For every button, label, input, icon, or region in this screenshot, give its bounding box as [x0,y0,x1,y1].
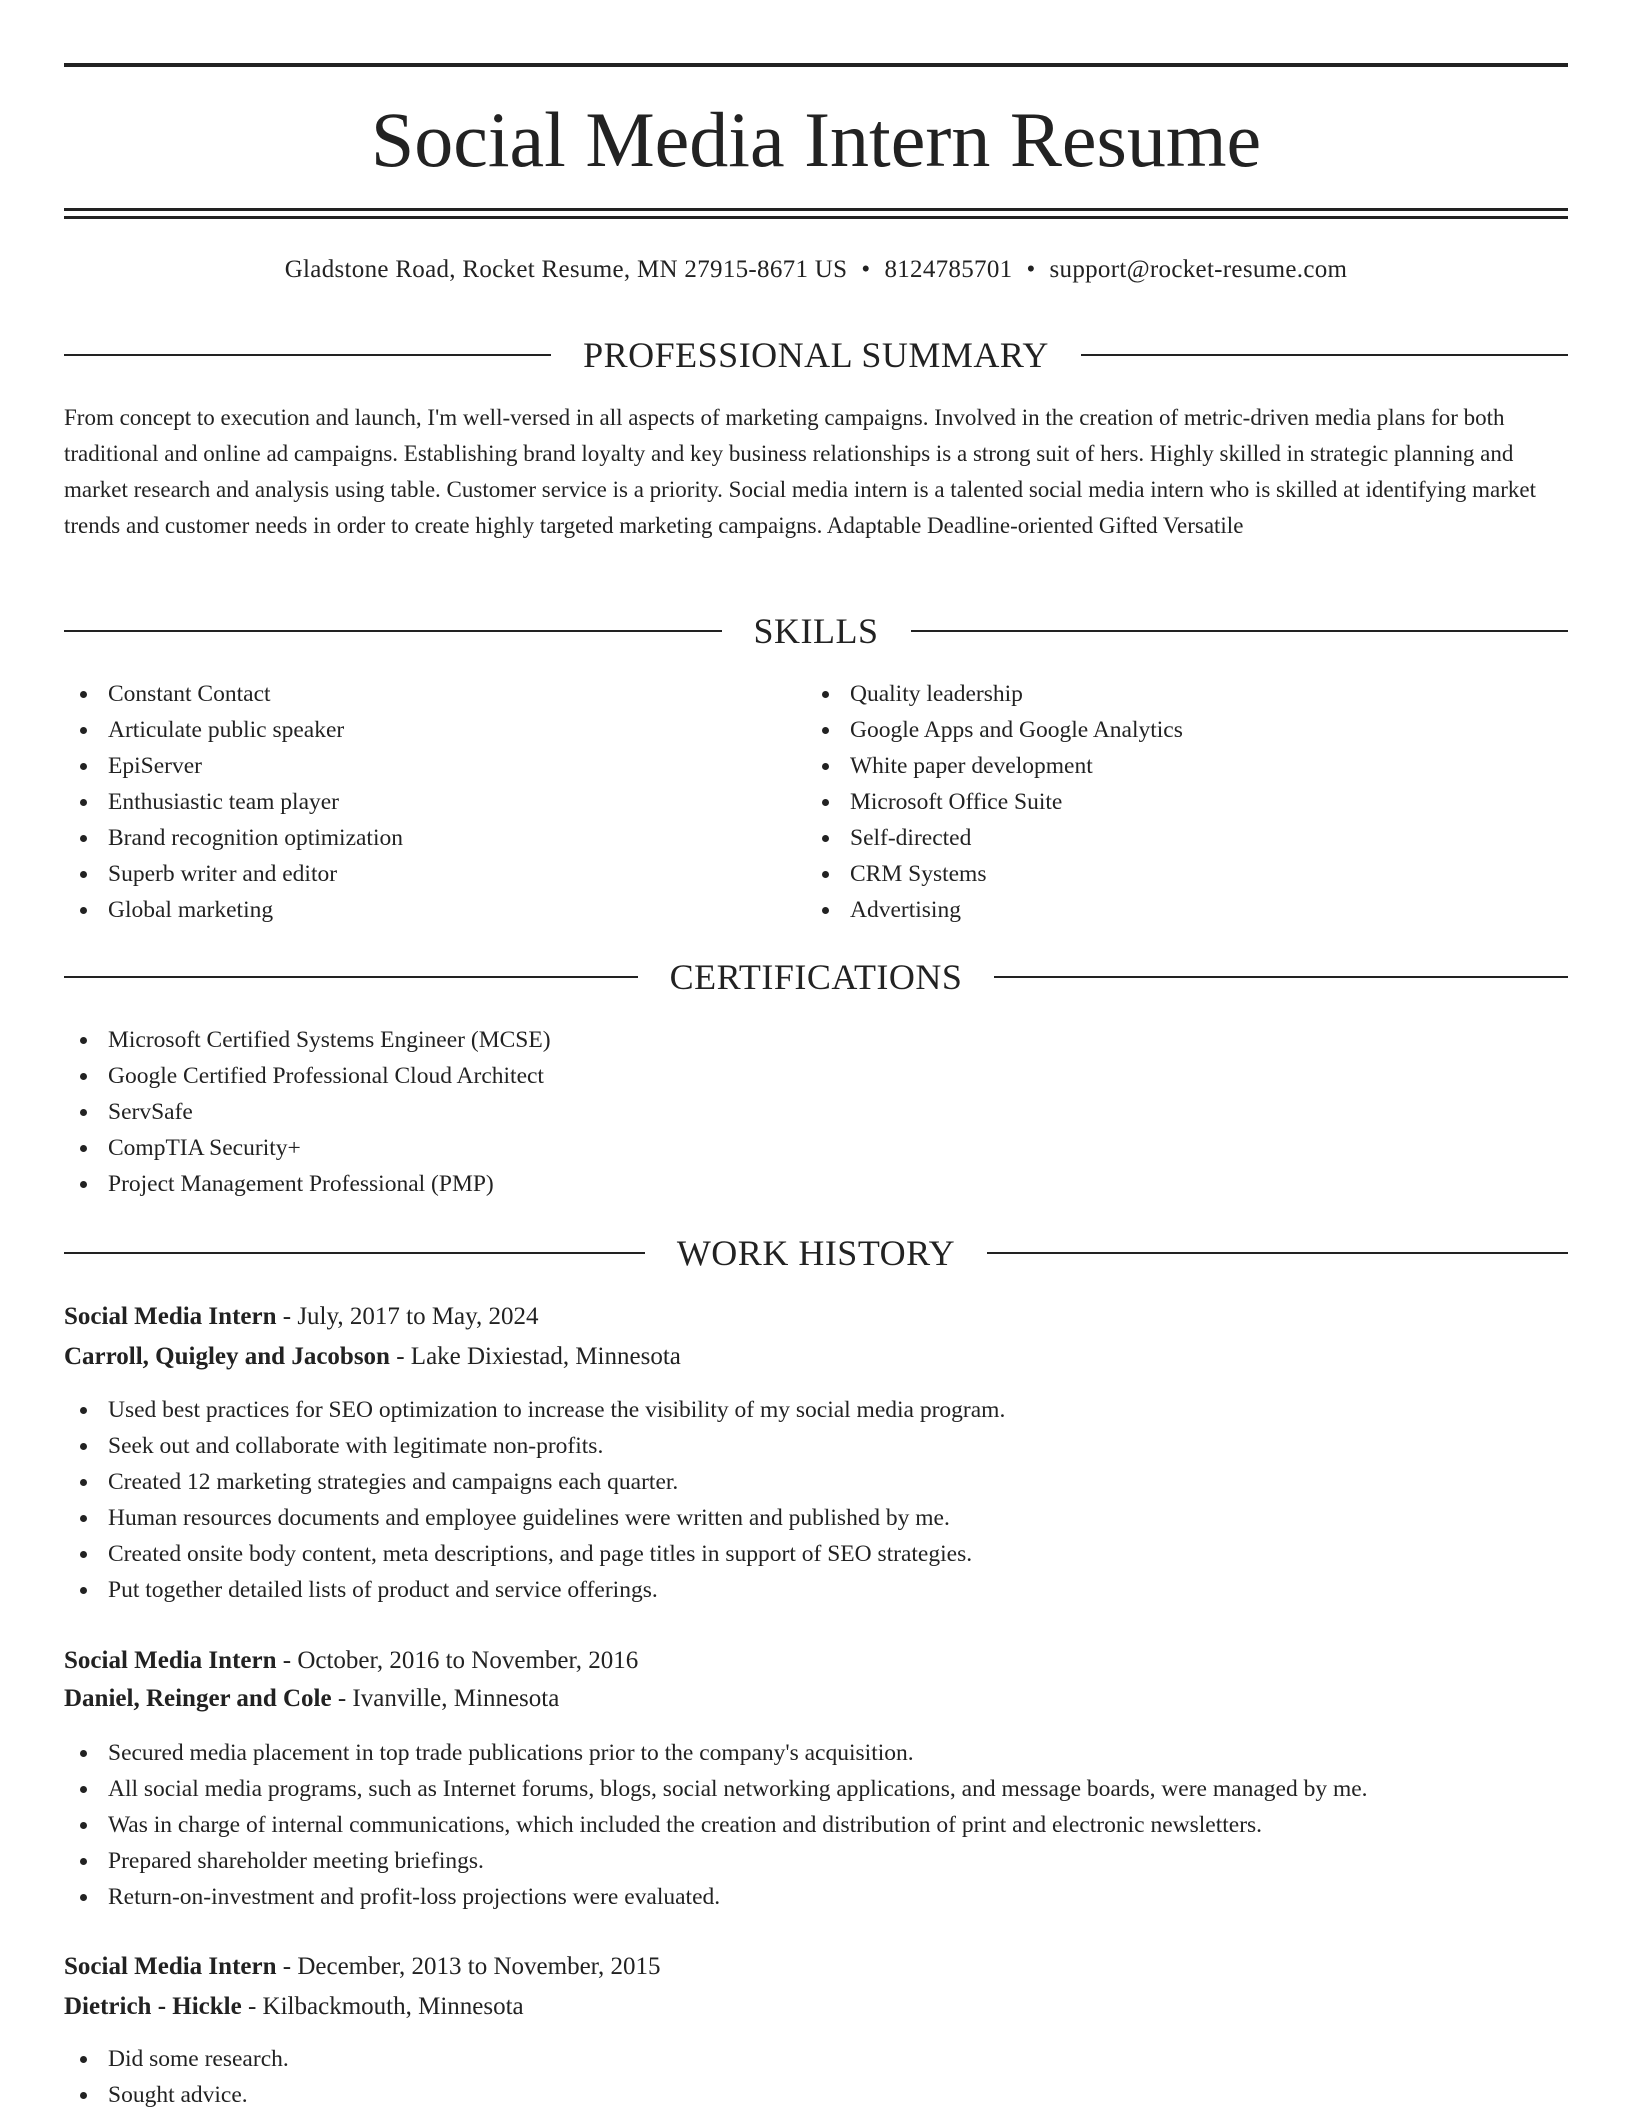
section-header-certifications [64,955,1568,999]
skill-item: Articulate public speaker [64,712,403,748]
job-bullet: Did some research. [64,2041,289,2077]
contact-phone: 8124785701 [884,256,1013,283]
skills-list-left [64,676,403,928]
skill-item: White paper development [806,748,1183,784]
section-title-summary: PROFESSIONAL SUMMARY [583,335,1049,375]
section-rule-right [911,630,1569,632]
job-company: Dietrich - Hickle [64,1993,242,2020]
skill-item: Constant Contact [64,676,403,712]
job-company: Daniel, Reinger and Cole [64,1685,332,1712]
section-title-skills: SKILLS [753,611,879,651]
job-title-line [64,1949,1568,1985]
contact-line [64,252,1568,288]
section-rule-right [994,976,1568,978]
job-company-line [64,1681,1568,1717]
skill-item: Microsoft Office Suite [806,784,1183,820]
section-header-summary [64,333,1568,377]
job-bullet: Was in charge of internal communications, which included the creation and distribution of print and electronic newsletters. [64,1807,1368,1843]
contact-separator: • [861,256,871,283]
job-company-line [64,1339,1568,1375]
job-dates: - October, 2016 to November, 2016 [276,1647,639,1674]
job-title: Social Media Intern [64,1303,277,1330]
job-title-line [64,1299,1568,1335]
certifications-list [64,1022,551,1202]
job-title: Social Media Intern [64,1647,277,1674]
certification-item: Project Management Professional (PMP) [64,1166,551,1202]
section-header-work [64,1231,1568,1275]
job-bullet: Created 12 marketing strategies and campaigns each quarter. [64,1464,1005,1500]
skill-item: Quality leadership [806,676,1183,712]
job-bullet: Seek out and collaborate with legitimate non-profits. [64,1428,1005,1464]
job-bullets [64,2041,289,2113]
skill-item: EpiServer [64,748,403,784]
top-rule [64,63,1568,67]
summary-paragraph: From concept to execution and launch, I'm well-versed in all aspects of marketing campaigns. Involved in the creation of metric-driven media plans for both traditional and online ad campaigns. Establishing brand loyalty and key business relationships is a strong suit of hers. Highly skilled in strategic planning and market research and analysis using table. Customer service is a priority. Social media intern is a talented social media intern who is skilled at identifying market trends and customer needs in order to create highly targeted marketing campaigns. Adaptable Deadline-oriented Gifted Versatile [64,405,1536,538]
job-location: - Lake Dixiestad, Minnesota [389,1343,681,1370]
contact-email[interactable]: support@rocket-resume.com [1049,256,1348,283]
section-title-certifications: CERTIFICATIONS [669,957,963,997]
contact-separator: • [1026,256,1036,283]
skill-item: Brand recognition optimization [64,820,403,856]
section-rule-left [64,630,722,632]
resume-title: Social Media Intern Resume [370,96,1262,183]
section-rule-right [1081,354,1568,356]
job-title: Social Media Intern [64,1953,277,1980]
skill-item: Google Apps and Google Analytics [806,712,1183,748]
section-rule-left [64,976,638,978]
section-rule-left [64,354,551,356]
section-rule-right [987,1252,1568,1254]
job-location: - Kilbackmouth, Minnesota [241,1993,524,2020]
title-double-rule-lower [64,216,1568,219]
certification-item: CompTIA Security+ [64,1130,551,1166]
job-dates: - July, 2017 to May, 2024 [276,1303,539,1330]
skill-item: Self-directed [806,820,1183,856]
job-company-line [64,1989,1568,2025]
skill-item: Enthusiastic team player [64,784,403,820]
section-title-work: WORK HISTORY [676,1233,956,1273]
job-bullets [64,1735,1368,1915]
job-dates: - December, 2013 to November, 2015 [276,1953,661,1980]
certification-item: Microsoft Certified Systems Engineer (MCSE) [64,1022,551,1058]
job-title-line [64,1643,1568,1679]
job-bullet: Return-on-investment and profit-loss projections were evaluated. [64,1879,1368,1915]
job-bullet: Secured media placement in top trade publications prior to the company's acquisition. [64,1735,1368,1771]
contact-address: Gladstone Road, Rocket Resume, MN 27915-8671 US [284,256,848,283]
job-bullet: Created onsite body content, meta descriptions, and page titles in support of SEO strategies. [64,1536,1005,1572]
job-bullet: Human resources documents and employee guidelines were written and published by me. [64,1500,1005,1536]
certification-item: ServSafe [64,1094,551,1130]
section-header-skills [64,609,1568,653]
skill-item: Global marketing [64,892,403,928]
skill-item: Advertising [806,892,1183,928]
job-bullets [64,1392,1005,1608]
title-double-rule-upper [64,208,1568,211]
section-rule-left [64,1252,645,1254]
job-bullet: Put together detailed lists of product and service offerings. [64,1572,1005,1608]
job-bullet: Sought advice. [64,2077,289,2113]
job-bullet: Used best practices for SEO optimization to increase the visibility of my social media program. [64,1392,1005,1428]
job-company: Carroll, Quigley and Jacobson [64,1343,390,1370]
skill-item: CRM Systems [806,856,1183,892]
certification-item: Google Certified Professional Cloud Architect [64,1058,551,1094]
skill-item: Superb writer and editor [64,856,403,892]
skills-list-right [806,676,1183,928]
job-bullet: Prepared shareholder meeting briefings. [64,1843,1368,1879]
job-bullet: All social media programs, such as Internet forums, blogs, social networking applications, and message boards, were managed by me. [64,1771,1368,1807]
job-location: - Ivanville, Minnesota [331,1685,560,1712]
